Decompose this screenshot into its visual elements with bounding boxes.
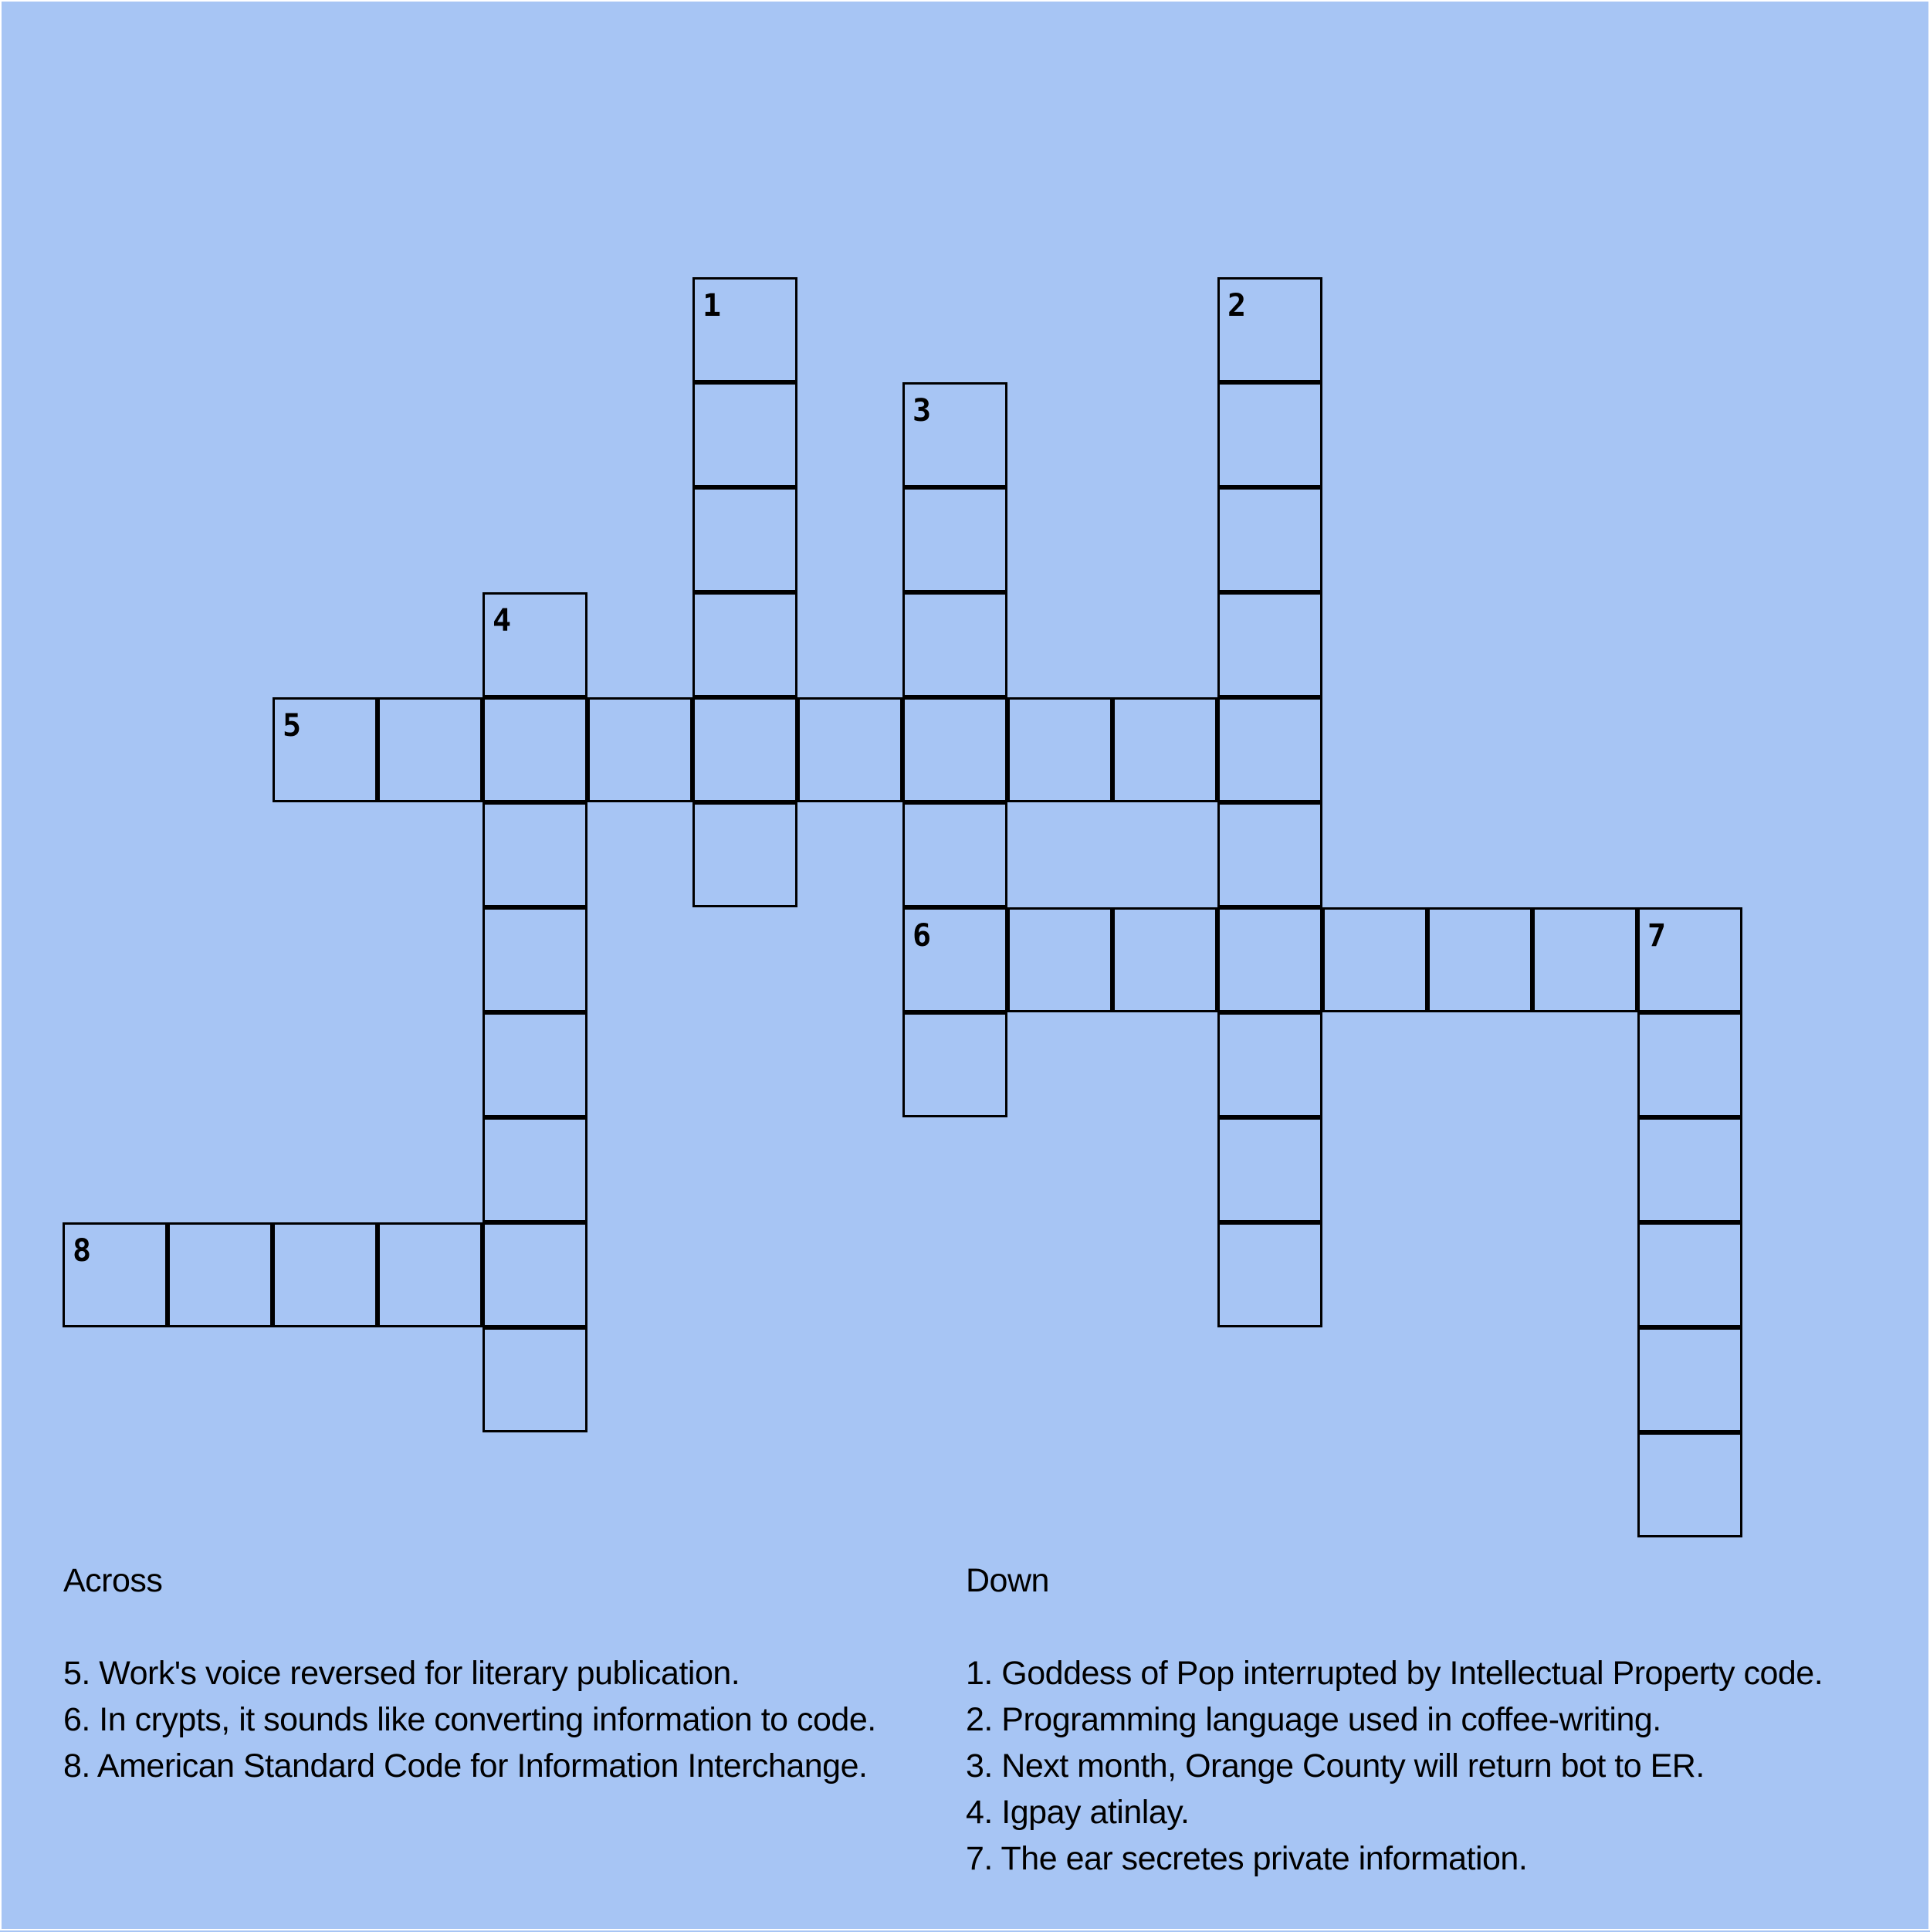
cell-number: 3 bbox=[913, 393, 932, 429]
grid-cell[interactable] bbox=[902, 1012, 1007, 1117]
grid-cell[interactable] bbox=[482, 1117, 587, 1222]
cell-number: 6 bbox=[913, 918, 932, 954]
grid-cell[interactable] bbox=[1217, 382, 1322, 487]
down-clue-4[interactable]: 4. Igpay atinlay. bbox=[966, 1794, 1190, 1831]
grid-cell[interactable] bbox=[692, 487, 797, 592]
grid-cell[interactable] bbox=[692, 277, 797, 382]
grid-cell[interactable] bbox=[1637, 1012, 1742, 1117]
grid-cell[interactable] bbox=[1007, 697, 1112, 802]
grid-cell[interactable] bbox=[1217, 277, 1322, 382]
grid-cell[interactable] bbox=[482, 592, 587, 697]
grid-cell[interactable] bbox=[1217, 1222, 1322, 1327]
grid-cell[interactable] bbox=[1217, 1117, 1322, 1222]
grid-cell[interactable] bbox=[902, 487, 1007, 592]
grid-cell[interactable] bbox=[1637, 1432, 1742, 1537]
across-heading: Across bbox=[63, 1562, 163, 1599]
grid-cell[interactable] bbox=[692, 697, 797, 802]
grid-cell[interactable] bbox=[902, 697, 1007, 802]
grid-cell[interactable] bbox=[1007, 907, 1112, 1012]
grid-cell[interactable] bbox=[902, 907, 1007, 1012]
grid-cell[interactable] bbox=[902, 382, 1007, 487]
grid-cell[interactable] bbox=[797, 697, 902, 802]
grid-cell[interactable] bbox=[482, 1327, 587, 1432]
grid-cell[interactable] bbox=[587, 697, 692, 802]
cell-number: 2 bbox=[1227, 288, 1247, 324]
grid-cell[interactable] bbox=[1637, 1327, 1742, 1432]
cell-number: 7 bbox=[1647, 918, 1667, 954]
grid-cell[interactable] bbox=[1532, 907, 1637, 1012]
across-clues bbox=[63, 1557, 951, 1789]
grid-cell[interactable] bbox=[1217, 1012, 1322, 1117]
across-clue-5[interactable]: 5. Work's voice reversed for literary publication. bbox=[63, 1655, 740, 1692]
grid-cell[interactable] bbox=[902, 802, 1007, 907]
grid-cell[interactable] bbox=[168, 1222, 273, 1327]
down-clue-1[interactable]: 1. Goddess of Pop interrupted by Intellectual Property code. bbox=[966, 1655, 1823, 1692]
cell-number: 4 bbox=[493, 603, 512, 639]
grid-cell[interactable] bbox=[1217, 592, 1322, 697]
grid-cell[interactable] bbox=[1637, 1117, 1742, 1222]
grid-cell[interactable] bbox=[482, 907, 587, 1012]
grid-cell[interactable] bbox=[692, 382, 797, 487]
down-clue-7[interactable]: 7. The ear secretes private information. bbox=[966, 1840, 1528, 1877]
grid-cell[interactable] bbox=[692, 592, 797, 697]
grid-cell[interactable] bbox=[273, 697, 378, 802]
cell-number: 1 bbox=[703, 288, 722, 324]
down-clue-3[interactable]: 3. Next month, Orange County will return bot to ER. bbox=[966, 1747, 1705, 1785]
grid-cell[interactable] bbox=[378, 1222, 482, 1327]
grid-cell[interactable] bbox=[1217, 697, 1322, 802]
grid-cell[interactable] bbox=[1637, 1222, 1742, 1327]
grid-cell[interactable] bbox=[482, 1222, 587, 1327]
grid-cell[interactable] bbox=[482, 697, 587, 802]
grid-cell[interactable] bbox=[63, 1222, 168, 1327]
grid-cell[interactable] bbox=[692, 802, 797, 907]
grid-cell[interactable] bbox=[1217, 907, 1322, 1012]
grid-cell[interactable] bbox=[378, 697, 482, 802]
down-clue-2[interactable]: 2. Programming language used in coffee-writing. bbox=[966, 1701, 1661, 1738]
grid-cell[interactable] bbox=[1637, 907, 1742, 1012]
across-clue-8[interactable]: 8. American Standard Code for Information Interchange. bbox=[63, 1747, 868, 1785]
grid-cell[interactable] bbox=[1217, 802, 1322, 907]
grid-cell[interactable] bbox=[1427, 907, 1532, 1012]
grid-cell[interactable] bbox=[273, 1222, 378, 1327]
cell-number: 5 bbox=[283, 708, 302, 744]
grid-cell[interactable] bbox=[1112, 907, 1217, 1012]
grid-cell[interactable] bbox=[482, 802, 587, 907]
grid-cell[interactable] bbox=[1322, 907, 1427, 1012]
grid-cell[interactable] bbox=[1217, 487, 1322, 592]
grid-cell[interactable] bbox=[902, 592, 1007, 697]
grid-cell[interactable] bbox=[482, 1012, 587, 1117]
grid-cell[interactable] bbox=[1112, 697, 1217, 802]
cell-number: 8 bbox=[73, 1233, 92, 1269]
down-heading: Down bbox=[966, 1562, 1049, 1599]
across-clue-6[interactable]: 6. In crypts, it sounds like converting information to code. bbox=[63, 1701, 876, 1738]
down-clues bbox=[966, 1557, 1908, 1882]
